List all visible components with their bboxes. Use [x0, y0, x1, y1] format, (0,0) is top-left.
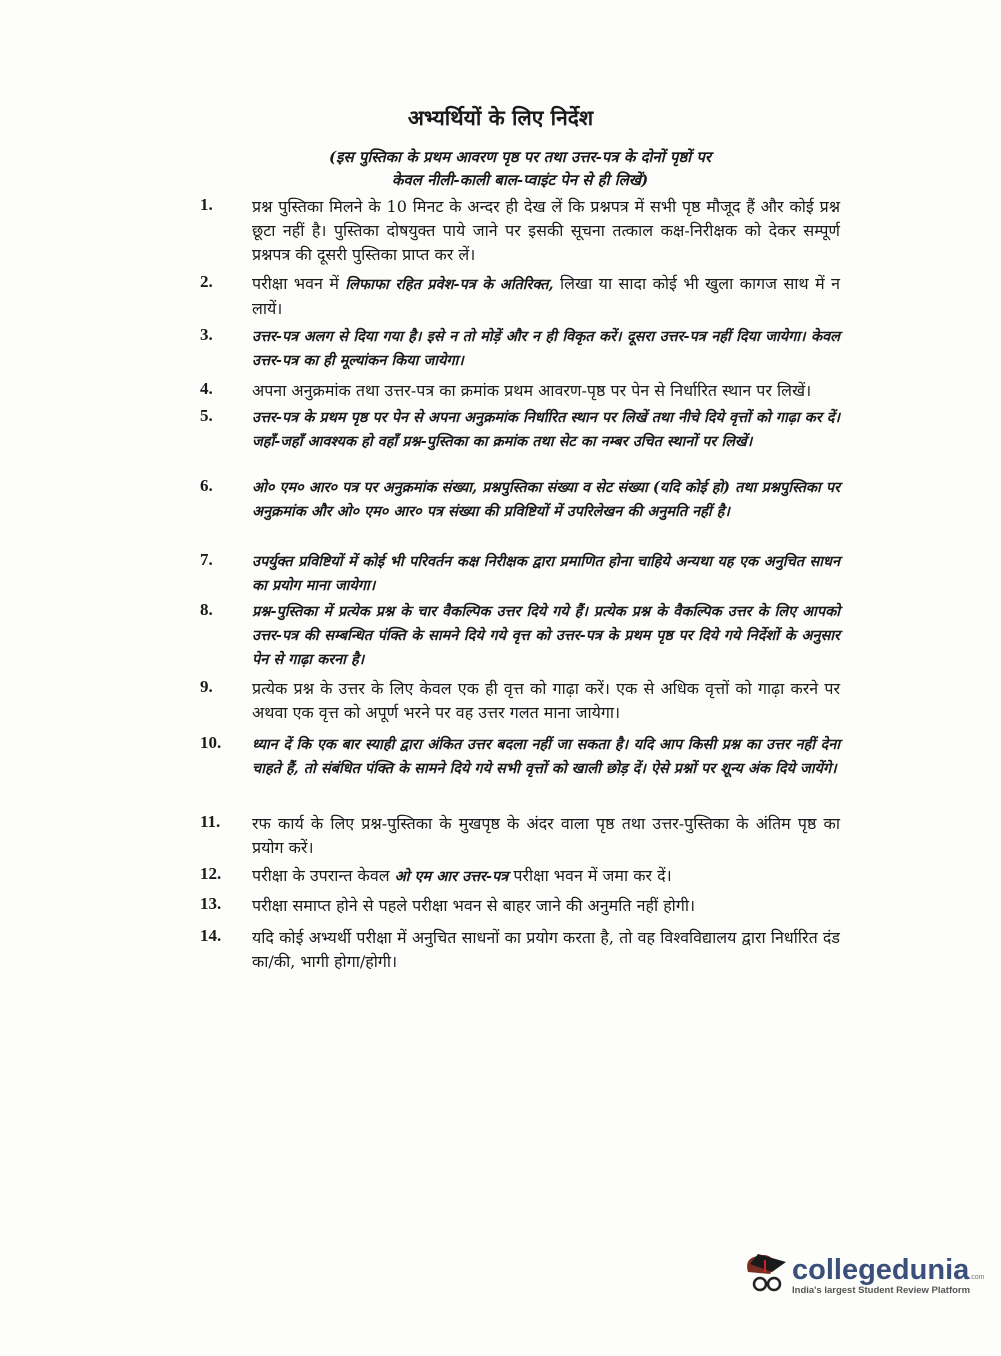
text-part: परीक्षा भवन में [252, 274, 346, 293]
item-number: 4. [200, 379, 213, 398]
item-number: 7. [200, 550, 213, 569]
instruction-11 [200, 812, 840, 860]
item-number: 1. [200, 195, 213, 214]
item-number: 3. [200, 325, 213, 344]
item-number: 5. [200, 406, 213, 425]
page-title: अभ्यर्थियों के लिए निर्देश [407, 105, 594, 130]
item-text [252, 864, 840, 889]
item-number: 9. [200, 677, 213, 696]
item-number: 14. [200, 926, 222, 945]
item-text: ध्यान दें कि एक बार स्याही द्वारा अंकित उत्तर बदला नहीं जा सकता है। यदि आप किसी प्रश्न का उत्तर नहीं देना चाहते हैं, तो संबंधित पंक्ति के सामने दिये गये सभी वृत्तों को खाली छोड़ दें। ऐसे प्रश्नों पर शून्य अंक दिये जायेंगे। [252, 736, 840, 777]
item-text: परीक्षा समाप्त होने से पहले परीक्षा भवन से बाहर जाने की अनुमति नहीं होगी। [252, 896, 696, 915]
instruction-7 [200, 550, 840, 598]
collegedunia-logo [740, 1250, 984, 1300]
text-emphasis: ओ एम आर उत्तर-पत्र [394, 868, 509, 885]
item-text: ओ० एम० आर० पत्र पर अनुक्रमांक संख्या, प्रश्नपुस्तिका संख्या व सेट संख्या (यदि कोई हो) तथा प्रश्नपुस्तिका पर अनुक्रमांक और ओ० एम० आर० पत्र संख्या की प्रविष्टियों में उपरिलेखन की अनुमति नहीं है। [252, 479, 840, 520]
instruction-13 [200, 894, 840, 918]
item-number: 13. [200, 894, 222, 913]
text-part: परीक्षा भवन में जमा कर दें। [508, 866, 672, 885]
text-emphasis: लिफाफा रहित प्रवेश-पत्र के अतिरिक्त, [345, 276, 554, 293]
item-text: उत्तर-पत्र अलग से दिया गया है। इसे न तो मोड़ें और न ही विकृत करें। दूसरा उत्तर-पत्र नहीं दिया जायेगा। केवल उत्तर-पत्र का ही मूल्यांकन किया जायेगा। [252, 328, 840, 369]
mascot-icon [740, 1250, 792, 1300]
instruction-5 [200, 406, 840, 454]
logo-tagline: India's largest Student Review Platform [792, 1284, 971, 1296]
item-number: 12. [200, 864, 222, 883]
subtitle-line-2: केवल नीली-काली बाल-प्वाइंट पेन से ही लिखें) [391, 171, 649, 189]
item-text: उपर्युक्त प्रविष्टियों में कोई भी परिवर्तन कक्ष निरीक्षक द्वारा प्रमाणित होना चाहिये अन्यथा यह एक अनुचित साधन का प्रयोग माना जायेगा। [252, 553, 840, 594]
item-text: यदि कोई अभ्यर्थी परीक्षा में अनुचित साधनों का प्रयोग करता है, तो वह विश्वविद्यालय द्वारा निर्धारित दंड का/की, भागी होगा/होगी। [252, 928, 840, 971]
item-text: रफ कार्य के लिए प्रश्न-पुस्तिका के मुखपृष्ठ के अंदर वाला पृष्ठ तथा उत्तर-पुस्तिका के अंतिम पृष्ठ का प्रयोग करें। [252, 814, 840, 857]
instruction-10 [200, 733, 840, 781]
item-text: प्रश्न पुस्तिका मिलने के 10 मिनट के अन्दर ही देख लें कि प्रश्नपत्र में सभी पृष्ठ मौजूद हैं और कोई प्रश्न छूटा नहीं है। पुस्तिका दोषयुक्त पाये जाने पर इसकी सूचना तत्काल कक्ष-निरीक्षक को देकर सम्पूर्ण प्रश्नपत्र की दूसरी पुस्तिका प्राप्त कर लें। [252, 197, 840, 264]
instruction-2 [200, 272, 840, 321]
item-text [252, 272, 840, 321]
item-number: 10. [200, 733, 222, 752]
item-number: 2. [200, 272, 213, 291]
instruction-12 [200, 864, 840, 889]
item-text: अपना अनुक्रमांक तथा उत्तर-पत्र का क्रमांक प्रथम आवरण-पृष्ठ पर पेन से निर्धारित स्थान पर लिखें। [252, 381, 812, 400]
instruction-1 [200, 195, 840, 267]
logo-name: collegedunia [792, 1253, 970, 1286]
logo-domain: .com [969, 1273, 985, 1281]
item-number: 6. [200, 476, 213, 495]
subtitle-line-1: (इस पुस्तिका के प्रथम आवरण पृष्ठ पर तथा उत्तर-पत्र के दोनों पृष्ठों पर [329, 148, 711, 166]
instruction-8 [200, 600, 840, 672]
item-number: 8. [200, 600, 213, 619]
instruction-4 [200, 379, 840, 403]
text-part: लिखा या सादा कोई भी खुला कागज साथ में न लायें। [252, 274, 840, 318]
instruction-3 [200, 325, 840, 373]
instruction-6 [200, 476, 840, 524]
text-part: परीक्षा के उपरान्त केवल [252, 866, 395, 885]
instruction-9 [200, 677, 840, 725]
item-number: 11. [200, 812, 221, 831]
instruction-14 [200, 926, 840, 974]
item-text: उत्तर-पत्र के प्रथम पृष्ठ पर पेन से अपना अनुक्रमांक निर्धारित स्थान पर लिखें तथा नीचे दिये वृत्तों को गाढ़ा कर दें। जहाँ-जहाँ आवश्यक हो वहाँ प्रश्न-पुस्तिका का क्रमांक तथा सेट का नम्बर उचित स्थानों पर लिखें। [252, 409, 840, 450]
item-text: प्रश्न-पुस्तिका में प्रत्येक प्रश्न के चार वैकल्पिक उत्तर दिये गये हैं। प्रत्येक प्रश्न के वैकल्पिक उत्तर के लिए आपको उत्तर-पत्र की सम्बन्धित पंक्ति के सामने दिये गये वृत्त को उत्तर-पत्र के प्रथम पृष्ठ पर दिये गये निर्देशों के अनुसार पेन से गाढ़ा करना है। [252, 603, 840, 668]
item-text: प्रत्येक प्रश्न के उत्तर के लिए केवल एक ही वृत्त को गाढ़ा करें। एक से अधिक वृत्तों को गाढ़ा करने पर अथवा एक वृत्त को अपूर्ण भरने पर वह उत्तर गलत माना जायेगा। [252, 679, 840, 722]
